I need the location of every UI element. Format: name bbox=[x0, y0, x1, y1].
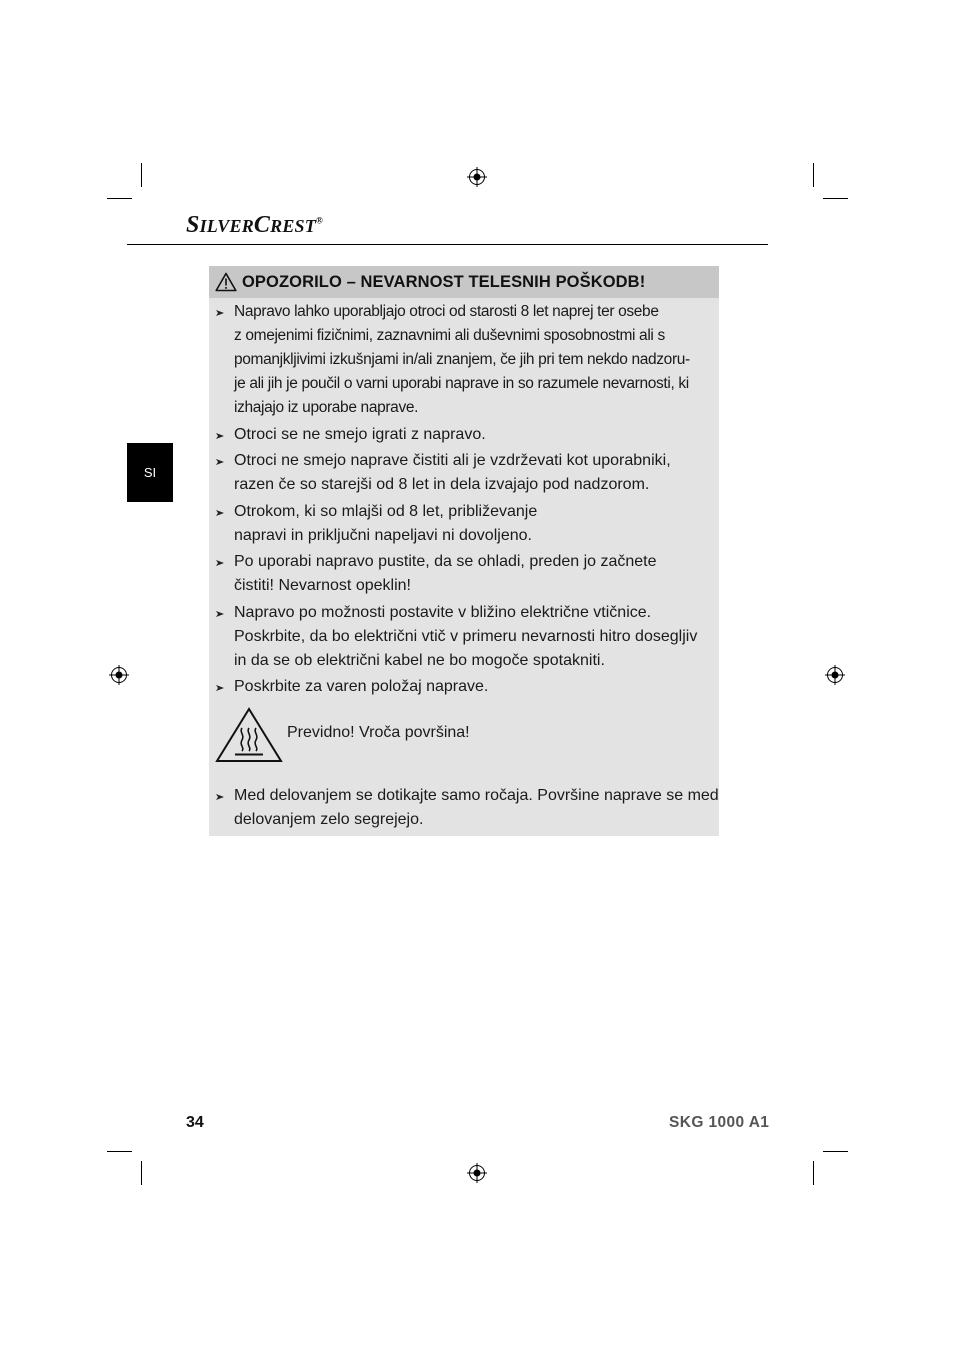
crop-mark bbox=[107, 198, 132, 199]
registration-mark-icon bbox=[467, 167, 487, 187]
crop-mark bbox=[823, 1151, 848, 1152]
crop-mark bbox=[813, 163, 814, 187]
crop-mark bbox=[141, 1161, 142, 1185]
bullet-arrow-icon bbox=[215, 609, 225, 619]
warning-header bbox=[209, 266, 719, 298]
crop-mark bbox=[107, 1151, 132, 1152]
hot-surface-label: Previdno! Vroča površina! bbox=[287, 724, 470, 741]
bullet-arrow-icon bbox=[215, 308, 225, 318]
bullet-arrow-icon bbox=[215, 558, 225, 568]
language-tab: SI bbox=[127, 443, 173, 502]
bullet-arrow-icon bbox=[215, 792, 225, 802]
registration-mark-icon bbox=[109, 665, 129, 685]
registration-mark-icon bbox=[467, 1163, 487, 1183]
registration-mark-icon bbox=[825, 665, 845, 685]
crop-mark bbox=[823, 198, 848, 199]
warning-triangle-icon bbox=[215, 272, 237, 292]
model-number: SKG 1000 A1 bbox=[669, 1114, 770, 1131]
page-number: 34 bbox=[186, 1114, 204, 1131]
brand-logo: SILVERCREST® bbox=[186, 212, 323, 238]
bullet-arrow-icon bbox=[215, 683, 225, 693]
crop-mark bbox=[813, 1161, 814, 1185]
hot-surface-warning-icon bbox=[215, 707, 283, 763]
warning-title: OPOZORILO – NEVARNOST TELESNIH POŠKODB! bbox=[242, 272, 646, 291]
bullet-arrow-icon bbox=[215, 431, 225, 441]
warning-box: OPOZORILO – NEVARNOST TELESNIH POŠKODB! Napravo lahko uporabljajo otroci od starosti 8 let naprej ter osebe z omejenimi fizičnimi, zaznavnimi ali duševnimi sposobnostmi ali s pomanjkljivimi izkušnjami in/ali znanjem, če jih pri tem nekdo nadzoru- je ali jih je poučil o varni uporabi naprave in so razumele nevarnosti, ki izhajajo iz uporabe naprave. Otroci se ne smejo igrati z napravo. Otroci ne smejo naprave čistiti ali je vzdrževati kot uporabniki, razen če so starejši od 8 let in dela izvajajo pod nadzorom. Otrokom, ki so mlajši od 8 let, približevanje napravi in priključni napeljavi ni dovoljeno. Po uporabi napravo pustite, da se ohladi, preden jo začnete čistiti! Nevarnost opeklin! Napravo po možnosti postavite v bližino električne vtičnice. Poskrbite, da bo električni vtič v primeru nevarnosti hitro dosegljiv in da se ob električni kabel ne bo mogoče spotakniti. Poskrbite za varen položaj naprave. Previdno! Vroča površina! Med delovanjem se dotikajte samo ročaja. Površine naprave se med delovanjem zelo segrejejo. bbox=[209, 266, 719, 836]
bullet-arrow-icon bbox=[215, 508, 225, 518]
crop-mark bbox=[141, 163, 142, 187]
header-divider bbox=[127, 244, 768, 245]
bullet-arrow-icon bbox=[215, 457, 225, 467]
